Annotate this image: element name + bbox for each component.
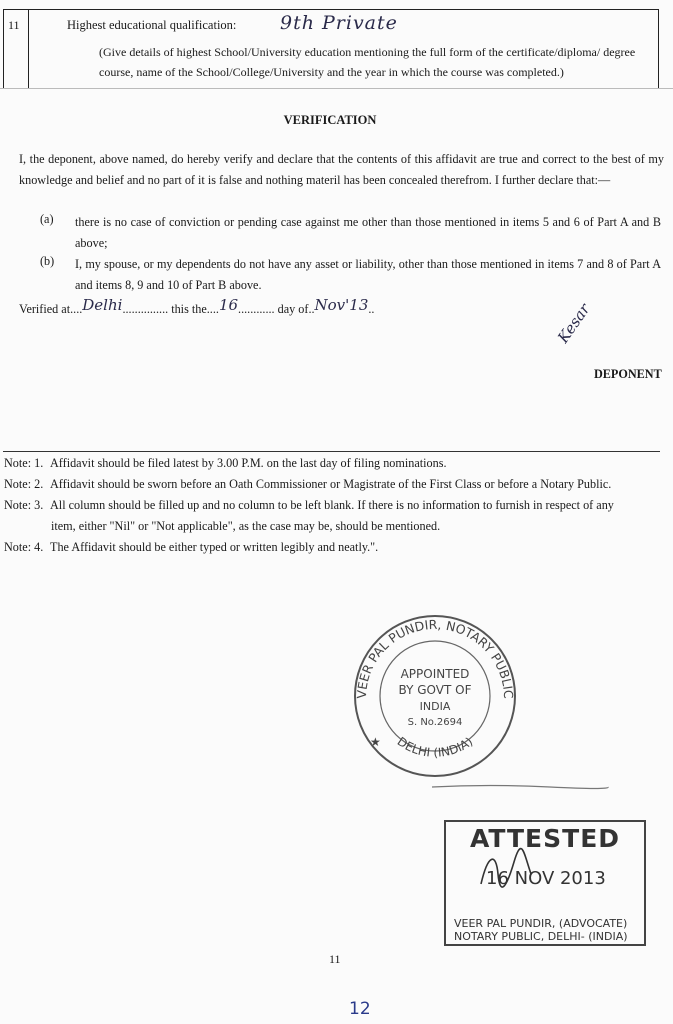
note-1 [4, 453, 664, 474]
item-b-mark: (b) [40, 254, 55, 268]
seal-outer-bottom-text: DELHI (INDIA) [394, 734, 476, 760]
verified-at-value: Delhi [82, 296, 123, 314]
deponent-signature: Kesar [554, 300, 594, 347]
day-of-label: day of [277, 302, 309, 316]
notary-seal [346, 610, 524, 780]
attested-stamp [444, 820, 646, 946]
page-number: 11 [329, 952, 341, 966]
seal-inner-line-2: BY GOVT OF [398, 683, 472, 697]
qualification-hint: (Give details of highest School/University education mentioning the full form of the certificate/diploma/ degree course, name of the School/College/University and the year in which the course was completed.) [99, 45, 636, 79]
item-b-text: I, my spouse, or my dependents do not have any asset or liability, other than those mentioned in items 7 and 8 of Part A and items 8, 9 and 10 of Part B above. [75, 257, 661, 292]
day-of-value: Nov'13 [314, 296, 369, 314]
note-text: Affidavit should be sworn before an Oath Commissioner or Magistrate of the First Class or before a Notary Public. [50, 477, 612, 491]
item-number: 11 [8, 18, 20, 32]
note-label: Note: 2. [4, 477, 44, 491]
seal-underline-scribble [430, 783, 610, 791]
item-a-mark: (a) [40, 212, 54, 226]
qualification-label: Highest educational qualification: [67, 18, 237, 32]
note-text: Affidavit should be filed latest by 3.00 P.M. on the last day of filing nominations. [50, 456, 447, 470]
seal-inner-line-1: APPOINTED [400, 667, 470, 681]
attested-line-2: NOTARY PUBLIC, DELHI- (INDIA) [454, 930, 628, 943]
qualification-handwritten-value: 9th Private [280, 12, 398, 34]
note-label: Note: 4. [4, 540, 44, 554]
note-4 [4, 537, 664, 558]
item-a-text: there is no case of conviction or pending case against me other than those mentioned in items 5 and 6 of Part A and B above; [75, 215, 661, 250]
number-column-divider [28, 10, 29, 88]
attested-title: ATTESTED [469, 824, 621, 853]
seal-inner-line-3: INDIA [419, 700, 451, 713]
verified-line: Verified at....Delhi............... this the....16............ day of..Nov'13.. [19, 296, 375, 316]
verified-at-label: Verified at [19, 302, 71, 316]
verification-title: VERIFICATION [283, 113, 377, 127]
note-3 [4, 495, 664, 516]
this-the-label: this the [171, 302, 207, 316]
seal-star-icon: ★ [370, 735, 381, 749]
attested-line-1: VEER PAL PUNDIR, (ADVOCATE) [454, 917, 628, 930]
seal-inner-line-4: S. No.2694 [407, 717, 463, 728]
verification-intro: I, the deponent, above named, do hereby verify and declare that the contents of this affidavit are true and correct to the best of my knowledge and belief and no part of it is false and nothing materil has been concealed therefrom. I further declare that:— [19, 152, 664, 187]
note-text: All column should be filled up and no column to be left blank. If there is no information to furnish in respect of any [50, 498, 614, 512]
notes-divider [3, 451, 660, 452]
handwritten-page-number: 12 [349, 999, 371, 1019]
note-text: The Affidavit should be either typed or written legibly and neatly.". [50, 540, 379, 554]
attested-date: 16 NOV 2013 [486, 868, 606, 889]
this-the-value: 16 [218, 296, 239, 314]
seal-outer-top-text: VEER PAL PUNDIR, NOTARY PUBLIC [353, 616, 517, 700]
note-label: Note: 1. [4, 456, 44, 470]
divider-line [0, 88, 673, 89]
deponent-label: DEPONENT [594, 367, 662, 381]
note-2 [4, 474, 664, 495]
note-label: Note: 3. [4, 498, 44, 512]
note-3-continuation: item, either "Nil" or "Not applicable", as the case may be, should be mentioned. [51, 519, 441, 533]
